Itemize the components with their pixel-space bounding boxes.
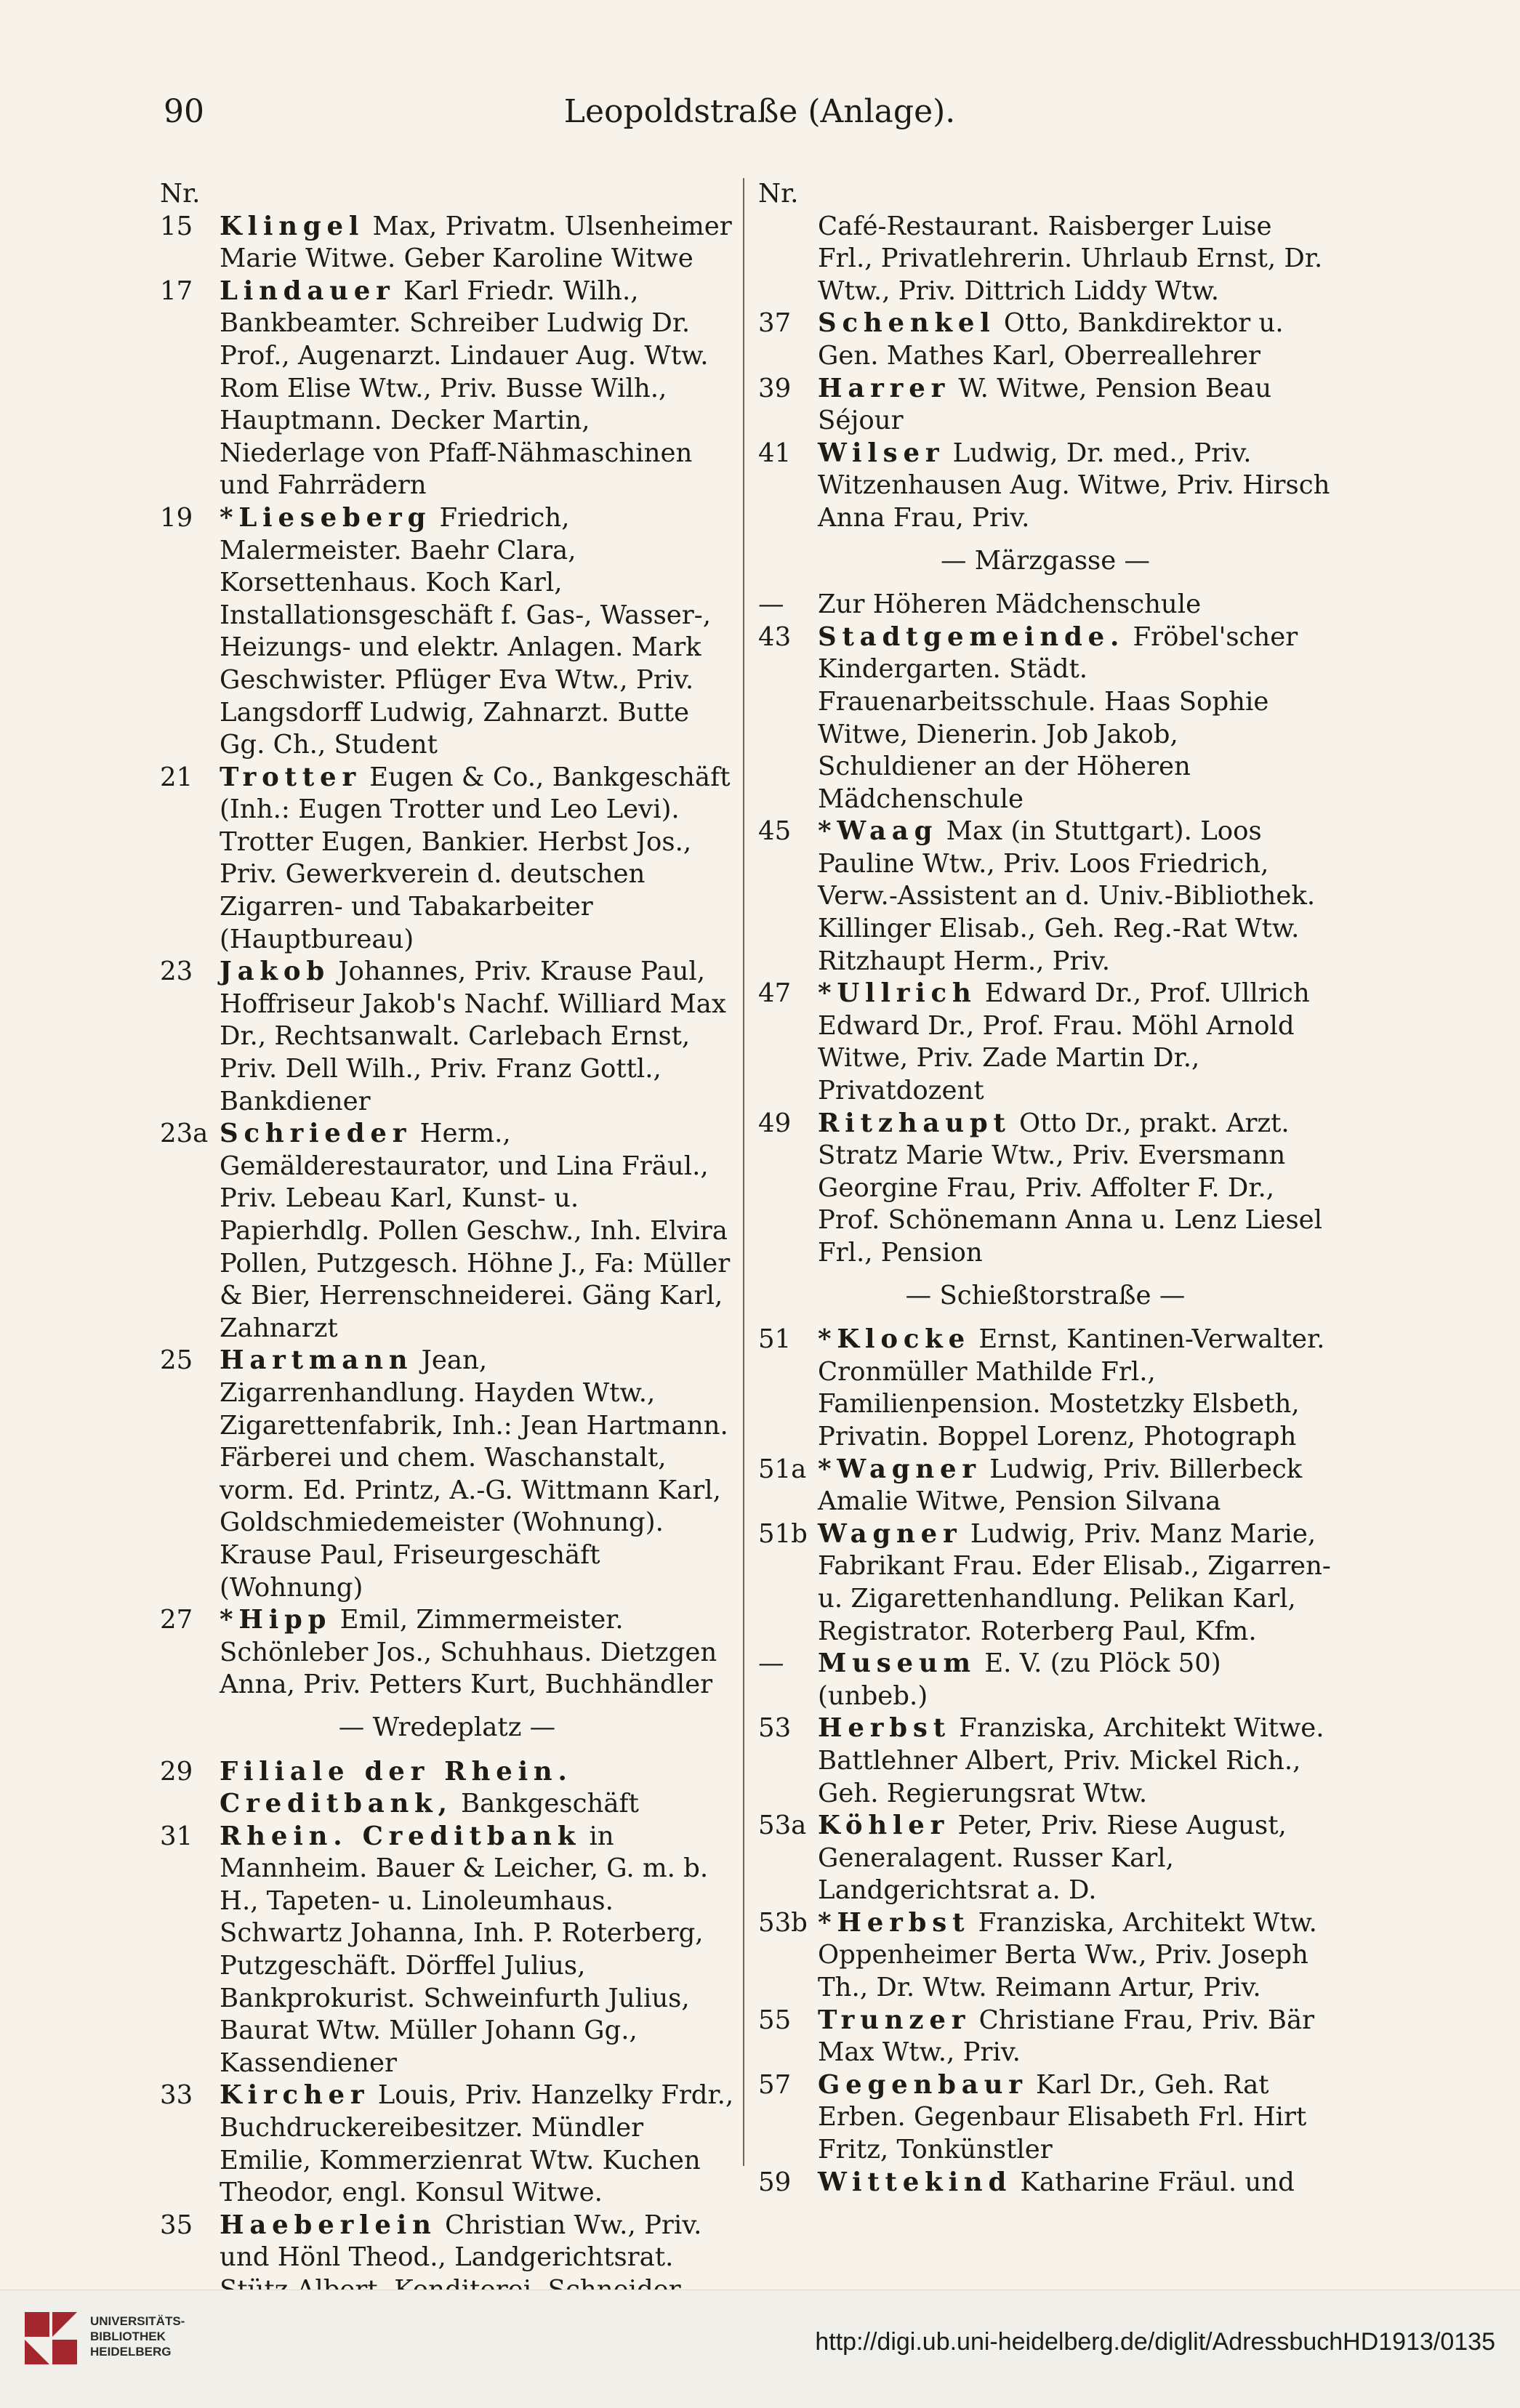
house-number: 15: [160, 211, 193, 241]
address-entry: [758, 978, 1332, 1107]
house-number: 27: [160, 1605, 193, 1635]
house-number: 33: [160, 2080, 193, 2111]
house-number: 49: [758, 1108, 792, 1138]
entry-text: Ludwig, Priv. Billerbeck Amalie Witwe, Pension Silvana: [818, 1454, 1303, 1517]
right-entries-b: [758, 589, 1332, 1269]
library-logo-icon: [20, 2308, 81, 2369]
house-number: 41: [758, 438, 792, 468]
entry-text: Eugen & Co., Bankgeschäft (Inh.: Eugen Trotter und Leo Levi). Trotter Eugen, Bankier. Herbst Jos., Priv. Gewerkverein d. deutschen Zigarren- und Tabakarbeiter (Hauptbureau): [220, 762, 731, 954]
entry-text: Karl Friedr. Wilh., Bankbeamter. Schreiber Ludwig Dr. Prof., Augenarzt. Lindauer Aug. Wtw. Rom Elise Wtw., Priv. Busse Wilh., Hauptmann. Decker Martin, Niederlage von Pfaff-Nähmaschinen und Fahrrädern: [220, 275, 709, 501]
left-entries-b: [160, 1756, 734, 2340]
street-separator-schiesstorstrasse: — Schießtorstraße —: [905, 1280, 1186, 1310]
address-entry: [758, 1810, 1332, 1907]
entry-text: Otto, Bankdirektor u. Gen. Mathes Karl, Oberreallehrer: [818, 308, 1284, 371]
entry-text: Otto Dr., prakt. Arzt. Stratz Marie Wtw., Priv. Eversmann Georgine Frau, Priv. Affolter F. Dr., Prof. Schönemann Anna u. Lenz Liesel Frl., Pension: [818, 1108, 1323, 1268]
entry-text: in Mannheim. Bauer & Leicher, G. m. b. H., Tapeten- u. Linoleumhaus. Schwartz Johanna, Inh. P. Roterberg, Putzgeschäft. Dörffel Julius, Bankprokurist. Schweinfurth Julius, Baurat Wtw. Müller Johann Gg., Kassendiener: [220, 1821, 709, 2078]
resident-name: Gegenbaur: [818, 2069, 1028, 2100]
resident-name: Herbst: [818, 1713, 951, 1744]
entry-text: Peter, Priv. Riese August, Generalagent. Russer Karl, Landgerichtsrat a. D.: [818, 1811, 1287, 1906]
house-number: —: [758, 1648, 784, 1679]
address-entry: [160, 762, 734, 957]
house-number: 23a: [160, 1119, 209, 1149]
house-number: 53a: [758, 1811, 807, 1841]
resident-name: *Wagner: [818, 1454, 981, 1484]
address-entry: [160, 502, 734, 762]
entry-text: Franziska, Architekt Witwe. Battlehner Albert, Priv. Mickel Rich., Geh. Regierungsrat Wtw.: [818, 1713, 1324, 1808]
resident-name: *Herbst: [818, 1907, 970, 1938]
address-entry: [758, 1712, 1332, 1810]
entry-text: Jean, Zigarrenhandlung. Hayden Wtw., Zigarettenfabrik, Inh.: Jean Hartmann. Färberei und chem. Waschanstalt, vorm. Ed. Printz, A.-G. Wittmann Karl, Goldschmiedemeister (Wohnung). Krause Paul, Friseurgeschäft (Wohnung): [220, 1345, 728, 1603]
right-column: [758, 178, 1332, 2199]
house-number: 25: [160, 1345, 193, 1376]
resident-name: Schenkel: [818, 308, 996, 339]
house-number: 53b: [758, 1907, 808, 1938]
address-entry: [160, 1821, 734, 2080]
resident-name: Jakob: [220, 957, 330, 987]
address-entry: [758, 307, 1332, 372]
house-number: 51a: [758, 1454, 807, 1484]
entry-text: Bankgeschäft: [452, 1789, 639, 1819]
entry-text: Emil, Zimmermeister. Schönleber Jos., Schuhhaus. Dietzgen Anna, Priv. Petters Kurt, Buchhändler: [220, 1605, 717, 1700]
house-number: 59: [758, 2167, 792, 2197]
house-number: 23: [160, 957, 193, 987]
address-entry: [758, 438, 1332, 535]
entry-text: Johannes, Priv. Krause Paul, Hoffriseur Jakob's Nachf. Williard Max Dr., Rechtsanwalt. Carlebach Ernst, Priv. Dell Wilh., Priv. Franz Gottl., Bankdiener: [220, 957, 726, 1116]
house-number: 55: [758, 2005, 792, 2035]
address-entry: [758, 1108, 1332, 1270]
address-entry: [160, 1118, 734, 1345]
resident-name: *Hipp: [220, 1605, 332, 1635]
entry-text: Max, Privatm. Ulsenheimer Marie Witwe. Geber Karoline Witwe: [220, 211, 732, 274]
address-entry: [758, 373, 1332, 438]
resident-name: Klingel: [220, 211, 365, 241]
resident-name: Kircher: [220, 2080, 370, 2111]
house-number: 39: [758, 373, 792, 403]
left-column: [160, 178, 734, 2339]
entry-text: Ludwig, Priv. Manz Marie, Fabrikant Frau. Eder Elisab., Zigarren- u. Zigarettenhandlung. Pelikan Karl, Registrator. Roterberg Paul, Kfm.: [818, 1518, 1331, 1646]
resident-name: Harrer: [818, 373, 951, 403]
address-entry: [758, 1648, 1332, 1712]
address-entry: [160, 956, 734, 1118]
address-entry: [160, 1604, 734, 1702]
library-name-line: HEIDELBERG: [90, 2345, 172, 2359]
house-number: 51: [758, 1324, 792, 1355]
address-entry: [160, 2079, 734, 2209]
house-number: 45: [758, 816, 792, 847]
footer-bar: [0, 2290, 1520, 2408]
resident-name: Haeberlein: [220, 2210, 437, 2240]
entry-text: Katharine Fräul. und: [1012, 2167, 1295, 2197]
page-title: Leopoldstraße (Anlage).: [563, 93, 956, 130]
address-entry: [160, 1756, 734, 1821]
entry-text: W. Witwe, Pension Beau Séjour: [818, 373, 1272, 436]
house-number: 35: [160, 2210, 193, 2240]
library-name: [90, 2314, 185, 2359]
resident-name: *Lieseberg: [220, 502, 432, 533]
address-entry: [160, 275, 734, 502]
entry-text: Edward Dr., Prof. Ullrich Edward Dr., Prof. Frau. Möhl Arnold Witwe, Priv. Zade Martin Dr., Privatdozent: [818, 978, 1310, 1106]
continuation-entry: [758, 211, 1332, 308]
house-number: 31: [160, 1821, 193, 1851]
house-number: —: [758, 589, 784, 620]
entry-text: Ernst, Kantinen-Verwalter. Cronmüller Mathilde Frl., Familienpension. Mostetzky Elsbeth, Privatin. Boppel Lorenz, Photograph: [818, 1324, 1325, 1451]
house-number: 51b: [758, 1518, 808, 1549]
entry-text: Christian Ww., Priv. und Hönl Theod., Landgerichtsrat.: [220, 2210, 702, 2273]
resident-name: Wilser: [818, 438, 945, 468]
column-divider: [743, 178, 744, 2166]
house-number: 19: [160, 502, 193, 533]
resident-name: *Ullrich: [818, 978, 977, 1009]
resident-name: *Waag: [818, 816, 938, 847]
street-separator-maerzgasse: — Märzgasse —: [940, 545, 1151, 576]
library-name-line: UNIVERSITÄTS-: [90, 2314, 185, 2328]
resident-name: Trotter: [220, 762, 361, 792]
resident-name: Wittekind: [818, 2167, 1013, 2197]
resident-name: Ritzhaupt: [818, 1108, 1011, 1138]
resident-name: Schrieder: [220, 1119, 412, 1149]
resident-name: Wagner: [818, 1518, 962, 1549]
house-number: 47: [758, 978, 792, 1009]
address-entry: [160, 1345, 734, 1604]
address-entry: [758, 1324, 1332, 1453]
address-entry: [758, 816, 1332, 978]
address-entry: [758, 621, 1332, 816]
house-number: 37: [758, 308, 792, 339]
entry-text: Zur Höheren Mädchenschule: [818, 589, 1202, 620]
resident-name: Trunzer: [818, 2005, 971, 2035]
entry-text: Café-Restaurant. Raisberger Luise Frl., Privatlehrerin. Uhrlaub Ernst, Dr. Wtw., Priv. Dittrich Liddy Wtw.: [818, 211, 1323, 306]
address-entry: [758, 2005, 1332, 2069]
house-number: 17: [160, 275, 193, 306]
entry-text: Fröbel'scher Kindergarten. Städt. Frauenarbeitsschule. Haas Sophie Witwe, Dienerin. Job Jakob, Schuldiener an der Höheren Mädchenschule: [818, 621, 1298, 814]
nr-label: Nr.: [758, 179, 799, 209]
address-entry: [758, 1454, 1332, 1518]
entry-text: Max (in Stuttgart). Loos Pauline Wtw., Priv. Loos Friedrich, Verw.-Assistent an d. Univ.-Bibliothek. Killinger Elisab., Geh. Reg.-Rat Wtw. Ritzhaupt Herm., Priv.: [818, 816, 1316, 976]
entry-text: Karl Dr., Geh. Rat Erben. Gegenbaur Elisabeth Frl. Hirt Fritz, Tonkünstler: [818, 2069, 1307, 2165]
resident-name: Museum: [818, 1648, 976, 1679]
resident-name: Stadtgemeinde.: [818, 621, 1125, 652]
entry-text: Friedrich, Malermeister. Baehr Clara, Korsettenhaus. Koch Karl, Installationsgeschäft f. Gas-, Wasser-, Heizungs- und elektr. Anlagen. Mark Geschwister. Pflüger Eva Wtw., Priv. Langsdorff Ludwig, Zahnarzt. Butte Gg. Ch., Student: [220, 502, 712, 760]
resident-name: Köhler: [818, 1811, 950, 1841]
left-entries-a: [160, 211, 734, 1702]
address-entry: [758, 589, 1332, 621]
resident-name: Lindauer: [220, 275, 395, 306]
nr-label: Nr.: [160, 179, 201, 209]
page-number: 90: [164, 93, 204, 130]
entry-text: E. V. (zu Plöck 50) (unbeb.): [818, 1648, 1221, 1711]
house-number: 21: [160, 762, 193, 792]
library-name-line: BIBLIOTHEK: [90, 2330, 166, 2343]
address-entry: [758, 2069, 1332, 2167]
entry-text: Ludwig, Dr. med., Priv. Witzenhausen Aug. Witwe, Priv. Hirsch Anna Frau, Priv.: [818, 438, 1330, 533]
street-separator-wredeplatz: — Wredeplatz —: [338, 1712, 556, 1742]
house-number: 29: [160, 1756, 193, 1787]
entry-text: Christiane Frau, Priv. Bär Max Wtw., Priv.: [818, 2005, 1315, 2068]
resident-name: Rhein. Creditbank: [220, 1821, 582, 1851]
entry-text: Franziska, Architekt Wtw. Oppenheimer Berta Ww., Priv. Joseph Th., Dr. Wtw. Reimann Artur, Priv.: [818, 1907, 1317, 2003]
entry-text: Louis, Priv. Hanzelky Frdr., Buchdruckereibesitzer. Mündler Emilie, Kommerzienrat Wtw. Kuchen Theodor, engl. Konsul Witwe.: [220, 2080, 734, 2208]
address-entry: [758, 1518, 1332, 1648]
right-entries-c: [758, 1324, 1332, 2199]
address-entry: [758, 1907, 1332, 2005]
page-header: [164, 93, 1356, 144]
house-number: 43: [758, 621, 792, 652]
resident-name: *Klocke: [818, 1324, 971, 1355]
address-entry: [758, 2167, 1332, 2199]
resident-name: Hartmann: [220, 1345, 414, 1376]
resident-name: Filiale der Rhein. Creditbank,: [220, 1756, 573, 1819]
house-number: 57: [758, 2069, 792, 2100]
source-url-link[interactable]: http://digi.ub.uni-heidelberg.de/diglit/AdressbuchHD1913/0135: [815, 2328, 1495, 2356]
house-number: 53: [758, 1713, 792, 1744]
entry-text: Herm., Gemälderestaurator, und Lina Fräul., Priv. Lebeau Karl, Kunst- u. Papierhdlg. Pollen Geschw., Inh. Elvira Pollen, Putzgesch. Höhne J., Fa: Müller & Bier, Herrenschneiderei. Gäng Karl, Zahnarzt: [220, 1119, 731, 1343]
right-entries-a: [758, 307, 1332, 534]
address-entry: [160, 211, 734, 275]
